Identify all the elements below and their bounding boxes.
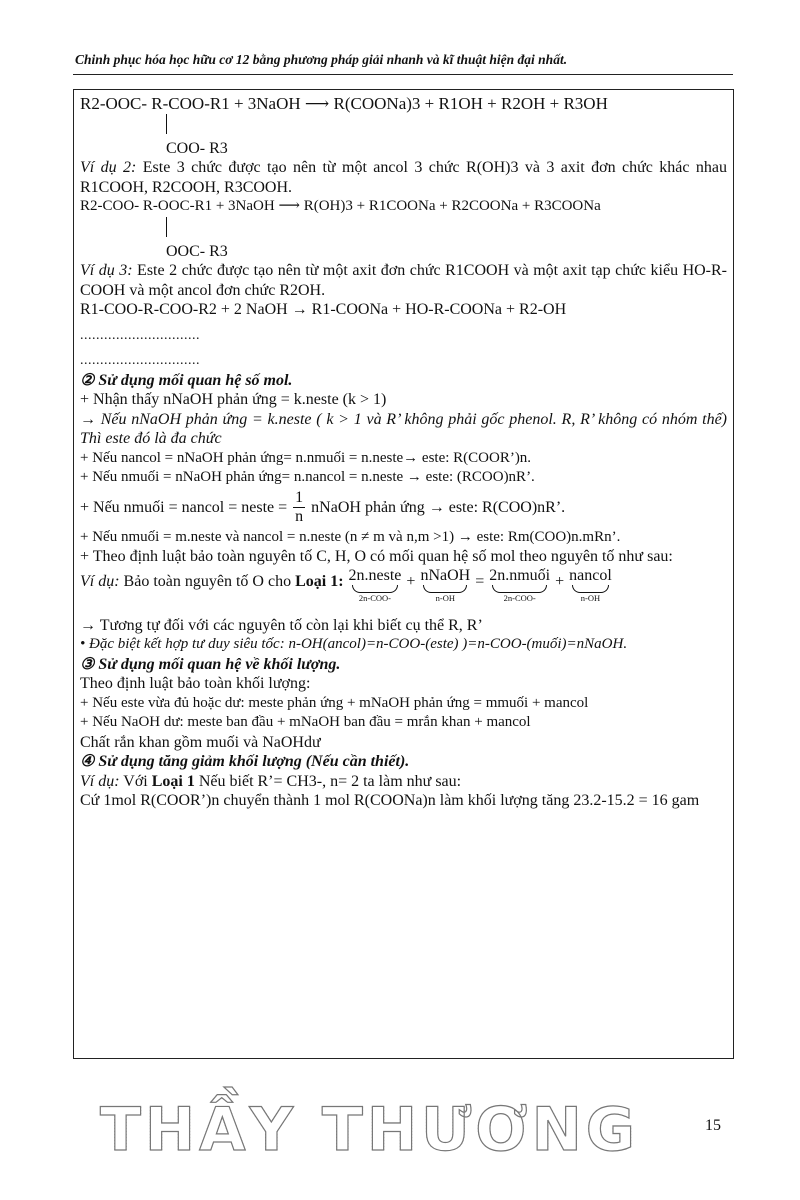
equation-2: R2-COO- R-OOC-R1 + 3NaOH ⟶ R(OH)3 + R1COONa + R2COONa + R3COONa [80,198,601,214]
section-3-line-1: Theo định luật bảo toàn khối lượng: [80,675,311,692]
example-2-label: Ví dụ 2: [80,159,137,176]
term-1-label: 2n-COO- [358,592,392,603]
term-4: nancol [569,566,612,584]
equation-1-branch-bar [80,114,727,139]
loai-1-label: Loại 1: [295,572,344,590]
section-4-title: ④ Sử dụng tăng giảm khối lượng (Nếu cần thiết). [80,753,410,770]
section-3-line-3: + Nếu NaOH dư: meste ban đầu + mNaOH ban đầu = mrắn khan + mancol [80,714,531,730]
running-header: Chinh phục hóa học hữu cơ 12 bằng phương pháp giải nhanh và kĩ thuật hiện đại nhất. [75,52,568,67]
footer-logo: THẦY THƯƠNG [100,1095,640,1165]
section-2-line-1: + Nhận thấy nNaOH phản ứng = k.neste (k > 1) [80,391,387,408]
section-4-line-1 [80,772,727,792]
header-rule [73,74,733,75]
example-3-label: Ví dụ 3: [80,262,133,279]
section-3-title: ③ Sử dụng mối quan hệ về khối lượng. [80,655,341,673]
section-4-text-b: Nếu biết R’= CH3-, n= 2 ta làm như sau: [198,772,462,790]
equation-1: R2-OOC- R-COO-R1 + 3NaOH ⟶ R(COONa)3 + R1OH + R2OH + R3OH [80,94,608,113]
underbrace-term-2 [420,567,470,604]
term-3-label: 2n-COO- [503,592,536,603]
loai-1-label-2: Loại 1 [151,772,195,790]
fraction-1-over-n [293,489,305,526]
term-4-label: n-OH [580,592,601,603]
example-label: Ví dụ: [80,572,120,590]
section-2-line-5 [80,488,727,528]
fraction-numerator: 1 [295,489,304,507]
line-5-right: nNaOH phản ứng → este: R(COO)nR’. [311,498,566,516]
dots-line-1: .............................. [80,327,200,343]
section-4-text-a: Với [123,772,148,790]
example-label-2: Ví dụ: [80,772,120,790]
example-2-text: Este 3 chức được tạo nên từ một ancol 3 chức R(OH)3 và 3 axit đơn chức khác nhau R1COOH, R2COOH, R3COOH. [80,159,728,196]
section-2-line-7: + Theo định luật bảo toàn nguyên tố C, H, O có mối quan hệ số mol theo nguyên tố như sau: [80,548,673,565]
term-3: 2n.nmuối [489,566,551,584]
content-box [73,89,734,1059]
equation-1-branch: COO- R3 [166,139,228,157]
example-3 [80,261,727,300]
term-1: 2n.neste [348,566,402,584]
line-5-left: + Nếu nmuối = nancol = neste = [80,498,288,516]
underbrace-term-1 [349,567,402,604]
underbrace-term-4 [569,567,612,604]
example-text: Bảo toàn nguyên tố O cho [123,572,292,590]
fraction-denominator: n [295,508,304,526]
section-3-line-4: Chất rắn khan gồm muối và NaOHdư [80,733,321,751]
equation-2-branch: OOC- R3 [166,242,228,260]
section-3-line-2: + Nếu este vừa đủ hoặc dư: meste phản ứng + mNaOH phản ứng = mmuối + mancol [80,694,589,711]
example-3-text: Este 2 chức được tạo nên từ một axit đơn chức R1COOH và một axit tạp chức kiểu HO-R-COOH và một ancol đơn chức R2OH. [80,262,728,299]
section-2-line-6: + Nếu nmuối = m.neste và nancol = n.neste (n ≠ m và n,m >1) → este: Rm(COO)n.mRn’. [80,528,621,545]
section-4-line-2: Cứ 1mol R(COOR’)n chuyển thành 1 mol R(COONa)n làm khối lượng tăng 23.2-15.2 = 16 gam [80,792,700,809]
underbrace-term-3 [489,567,550,604]
section-2-line-4: + Nếu nmuối = nNaOH phản ứng= n.nancol = n.neste → este: (RCOO)nR’. [80,469,535,485]
term-2-label: n-OH [435,592,455,603]
equation-3: R1-COO-R-COO-R2 + 2 NaOH → R1-COONa + HO-R-COONa + R2-OH [80,301,567,318]
page-number: 15 [705,1117,721,1134]
equation-2-branch-bar [80,217,727,242]
example-2 [80,158,727,197]
section-2-line-9: → Tương tự đối với các nguyên tố còn lại khi biết cụ thể R, R’ [80,616,483,634]
dots-line-2: .............................. [80,353,200,368]
section-2-line-3: + Nếu nancol = nNaOH phản ứng= n.nmuối = n.neste→ este: R(COOR’)n. [80,449,532,466]
section-2-line-8: Ví dụ: Bảo toàn nguyên tố O cho Loại 1: 2n.neste 2n-COO- + nNaOH n-OH = 2n.nmuối 2n-COO- + nancol n-OH [80,566,612,603]
section-2-title: ② Sử dụng mối quan hệ số mol. [80,371,293,389]
section-2-line-2: → Nếu nNaOH phản ứng = k.neste ( k > 1 và R’ không phải gốc phenol. R, R’ không có nhóm thế) Thì este đó là đa chức [80,410,727,447]
section-2-line-10: • Đặc biệt kết hợp tư duy siêu tốc: n-OH(ancol)=n-COO-(este) )=n-COO-(muối)=nNaOH. [80,636,628,652]
term-2: nNaOH [420,566,471,584]
